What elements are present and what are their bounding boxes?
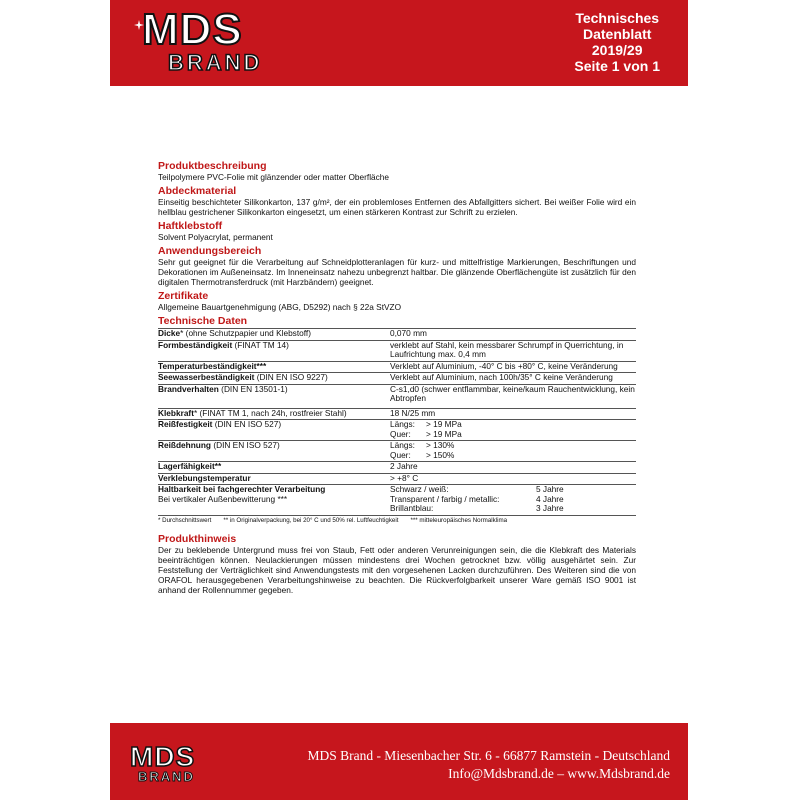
table-footnotes xyxy=(158,517,636,525)
table-row: Reißdehnung (DIN EN ISO 527) Längs: > 130% Quer: > 150% xyxy=(158,441,636,462)
section-zertifikate xyxy=(158,290,636,312)
footer-address: MDS Brand - Miesenbacher Str. 6 - 66877 Ramstein - Deutschland xyxy=(307,748,670,763)
title-line: Datenblatt xyxy=(582,26,652,42)
table-row: Seewasserbeständigkeit (DIN EN ISO 9227) Verklebt auf Aluminium, nach 100h/35° C keine Veränderung xyxy=(158,373,636,385)
section-text: Sehr gut geeignet für die Verarbeitung auf Schneidplotteranlagen für kurz- und mittelfristige Markierungen, Beschriftungen und Dekorationen im Außeneinsatz. Im Inneneinsatz nahezu unbegrenzt haltbar. Die glänzende Oberflächengüte ist zusätzlich für den digitalen Thermotransferdruck (mit Harzbändern) geeignet. xyxy=(158,257,636,287)
section-text: Solvent Polyacrylat, permanent xyxy=(158,232,273,242)
section-heading: Produkthinweis xyxy=(158,532,237,545)
table-row: Dicke* (ohne Schutzpapier und Klebstoff) 0,070 mm xyxy=(158,329,636,341)
page-indicator: Seite 1 von 1 xyxy=(574,58,660,74)
footer-contact: Info@Mdsbrand.de – www.Mdsbrand.de xyxy=(448,766,670,781)
footer-logo-mds: MDS xyxy=(130,741,196,772)
table-row: Formbeständigkeit (FINAT TM 14) verklebt auf Stahl, kein messbarer Schrumpf in Querrichtung, in Laufrichtung max. 0,4 mm xyxy=(158,340,636,361)
section-text: Der zu beklebende Untergrund muss frei von Staub, Fett oder anderen Verunreinigungen sein, die die Klebkraft des Materials beeinträchtigen können. Neulackierungen müssen mindestens drei Wochen getrocknet bzw. völlig ausgehärtet sein. Zur Feststellung der Verträglichkeit sind Anwendungstests mit den vorgesehenen Lacken durchzuführen. Des Weiteren sind die von ORAFOL herausgegebenen Verarbeitungshinweise zu beachten. Die Rückverfolgbarkeit unserer Ware gemäß ISO 9001 ist anhand der Rollennummer gegeben. xyxy=(158,544,636,595)
title-line: Technisches xyxy=(575,10,660,26)
section-abdeckmaterial xyxy=(158,185,636,217)
section-text: Einseitig beschichteter Silikonkarton, 137 g/m², der ein problemloses Entfernen des Abfallgitters sichert. Bei weißer Folie wird ein hellblau gestrichener Silikonkarton eingesetzt, um einen stärkeren Kontrast zur Schrift zu erzielen. xyxy=(158,197,636,217)
logo-mds-text: MDS xyxy=(142,5,243,54)
logo-brand-text: BRAND xyxy=(168,50,263,75)
section-anwendungsbereich xyxy=(158,245,636,287)
footer-bar xyxy=(110,723,688,800)
section-heading: Abdeckmaterial xyxy=(158,185,237,197)
document-content xyxy=(158,160,636,598)
table-row: Lagerfähigkeit** 2 Jahre xyxy=(158,462,636,474)
table-row: Brandverhalten (DIN EN 13501-1) C-s1,d0 (schwer entflammbar, keine/kaum Rauchentwicklung, kein Abtropfen xyxy=(158,384,636,408)
section-text: Allgemeine Bauartgenehmigung (ABG, D5292) nach § 22a StVZO xyxy=(158,302,402,312)
section-heading: Anwendungsbereich xyxy=(158,245,262,257)
footnote: *** mitteleuropäisches Normalklima xyxy=(410,516,508,524)
table-row: Reißfestigkeit (DIN EN ISO 527) Längs: > 19 MPa Quer: > 19 MPa xyxy=(158,420,636,441)
document-title-block xyxy=(574,10,660,74)
section-heading: Zertifikate xyxy=(158,290,209,302)
section-produkthinweis xyxy=(158,533,636,595)
footer-logo xyxy=(130,743,210,787)
footnote: * Durchschnittswert xyxy=(158,516,212,524)
mds-brand-logo xyxy=(138,5,263,75)
technical-data-table xyxy=(158,328,636,516)
section-heading: Produktbeschreibung xyxy=(158,160,267,172)
section-haftklebstoff xyxy=(158,220,636,242)
section-heading: Haftklebstoff xyxy=(158,220,223,232)
document-page xyxy=(110,0,688,800)
section-text: Teilpolymere PVC-Folie mit glänzender oder matter Oberfläche xyxy=(158,172,390,182)
title-line: 2019/29 xyxy=(591,42,643,58)
header-bar xyxy=(110,0,688,86)
table-row: Klebkraft* (FINAT TM 1, nach 24h, rostfreier Stahl) 18 N/25 mm xyxy=(158,408,636,420)
table-row: Temperaturbeständigkeit*** Verklebt auf Aluminium, -40° C bis +80° C, keine Veränderung xyxy=(158,361,636,373)
section-produktbeschreibung xyxy=(158,160,636,182)
section-heading: Technische Daten xyxy=(158,315,248,327)
footer-address-block xyxy=(307,747,670,783)
footnote: ** in Originalverpackung, bei 20° C und 50% rel. Luftfeuchtigkeit xyxy=(223,516,399,524)
section-technische-daten xyxy=(158,315,636,525)
table-row: Haltbarkeit bei fachgerechter Verarbeitung Bei vertikaler Außenbewitterung *** Schwarz / weiß: 5 Jahre Transparent / farbig / metallic: 4 Jahre Brillantblau: 3 Jahre xyxy=(158,485,636,516)
table-row: Verklebungstemperatur > +8° C xyxy=(158,473,636,485)
footer-logo-brand: BRAND xyxy=(138,769,195,784)
